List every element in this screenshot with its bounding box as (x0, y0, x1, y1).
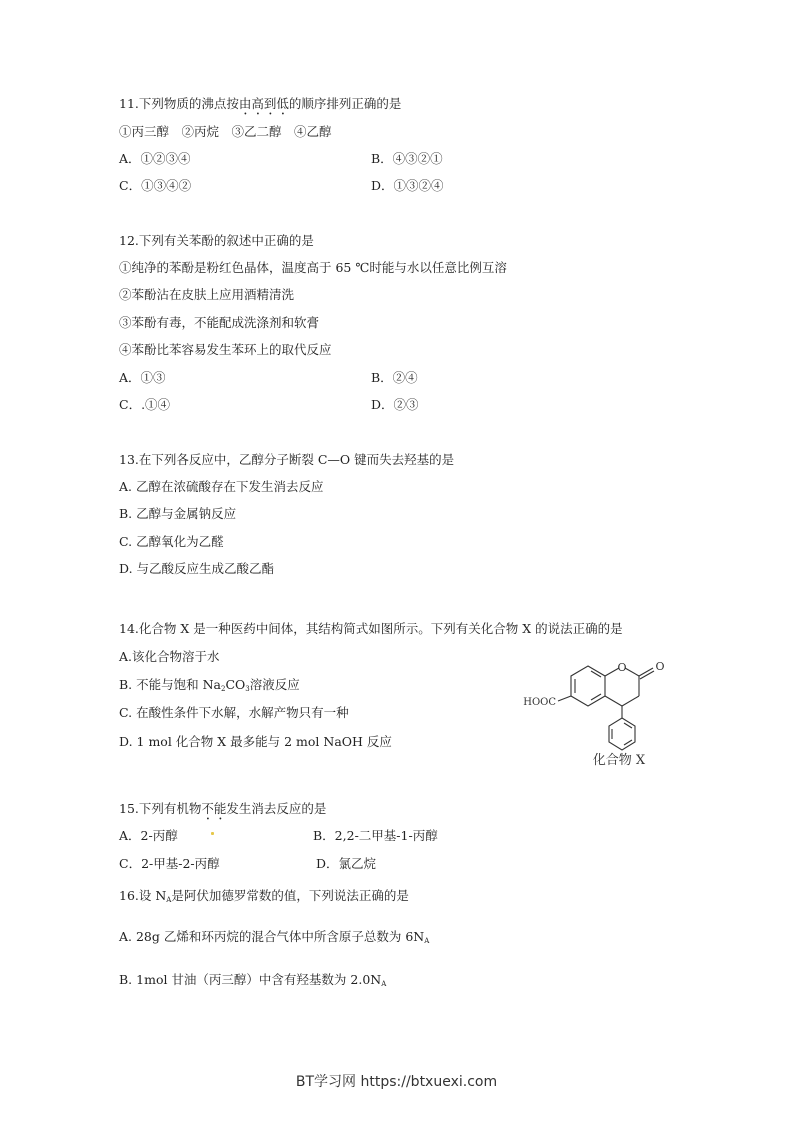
q12-option-d: D．②③ (371, 397, 419, 412)
q11-stem-pre: 11.下列物质的沸点按 (119, 96, 239, 111)
q12-statement-3: ③苯酚有毒，不能配成洗涤剂和软膏 (119, 315, 320, 330)
q13-option-b: B. 乙醇与金属钠反应 (119, 506, 237, 521)
q14-stem: 14.化合物 X 是一种医药中间体，其结构简式如图所示。下列有关化合物 X 的说法正确的是 (119, 621, 623, 636)
q16-option-a-sub: A (424, 937, 430, 945)
stray-mark (211, 832, 214, 835)
q11-stem (119, 96, 401, 118)
compound-x-structure (523, 652, 686, 772)
q15-option-d: D．氯乙烷 (316, 856, 377, 871)
q16-stem (119, 888, 409, 908)
q16-option-b (119, 972, 386, 992)
q13-option-d: D. 与乙酸反应生成乙酸乙酯 (119, 561, 275, 576)
q11-stem-emphasis: 由高到低 (238, 96, 289, 111)
q12-option-b: B．②④ (371, 370, 418, 385)
q13-option-a: A. 乙醇在浓硫酸存在下发生消去反应 (119, 479, 324, 494)
q12-option-c: C．.①④ (119, 397, 171, 412)
q13-option-c: C. 乙醇氧化为乙醛 (119, 534, 224, 549)
q15-stem-emphasis: 不能 (201, 801, 227, 816)
q16-option-b-sub: A (381, 980, 387, 988)
q16-option-a-text: A. 28g 乙烯和环丙烷的混合气体中所含原子总数为 6N (119, 929, 425, 944)
q13-stem: 13.在下列各反应中，乙醇分子断裂 C—O 键而失去羟基的是 (119, 452, 455, 467)
q16-option-b-text: B. 1mol 甘油（丙三醇）中含有羟基数为 2.0N (119, 972, 382, 987)
q11-option-a: A．①②③④ (119, 151, 191, 166)
q14-option-d: D. 1 mol 化合物 X 最多能与 2 mol NaOH 反应 (119, 734, 392, 749)
q14-option-b-pre: B. 不能与饱和 Na (119, 677, 221, 692)
q15-option-c: C．2-甲基-2-丙醇 (119, 856, 220, 871)
q11-option-d: D．①③②④ (371, 178, 444, 193)
q11-option-b: B．④③②① (371, 151, 443, 166)
q12-option-a: A．①③ (119, 370, 166, 385)
q14-option-b (119, 677, 300, 697)
q14-option-c: C. 在酸性条件下水解，水解产物只有一种 (119, 705, 349, 720)
q14-option-b-mid: CO (225, 677, 246, 692)
q11-stem-post: 的顺序排列正确的是 (288, 96, 402, 111)
q11-items: ①丙三醇 ②丙烷 ③乙二醇 ④乙醇 (119, 124, 332, 139)
q16-stem-pre: 16.设 N (119, 888, 167, 903)
q12-stem: 12.下列有关苯酚的叙述中正确的是 (119, 233, 314, 248)
footer-watermark[interactable]: BT学习网 https://btxuexi.com (295, 1074, 498, 1090)
structure-bonds (558, 666, 654, 750)
q16-stem-post: 是阿伏加德罗常数的值，下列说法正确的是 (171, 888, 409, 903)
q14-option-b-post: 溶液反应 (249, 677, 300, 692)
q15-option-b: B．2,2-二甲基-1-丙醇 (313, 828, 438, 843)
q11-option-c: C．①③④② (119, 178, 192, 193)
carbonyl-oxygen-label: O (655, 660, 665, 673)
q15-stem-post: 发生消去反应的是 (226, 801, 327, 816)
structure-caption: 化合物 X (592, 753, 646, 768)
q12-statement-1: ①纯净的苯酚是粉红色晶体，温度高于 65 ℃时能与水以任意比例互溶 (119, 260, 507, 275)
q15-option-a: A．2-丙醇 (119, 828, 178, 843)
q14-option-a: A.该化合物溶于水 (119, 649, 220, 664)
q14-option-b-sub1: 2 (221, 685, 226, 693)
q15-stem-pre: 15.下列有机物 (119, 801, 202, 816)
q16-option-a (119, 929, 429, 949)
q12-statement-4: ④苯酚比苯容易发生苯环上的取代反应 (119, 342, 332, 357)
q14-option-b-sub2: 3 (245, 685, 250, 693)
hooc-group-label: HOOC (523, 697, 556, 708)
q12-statement-2: ②苯酚沾在皮肤上应用酒精清洗 (119, 287, 295, 302)
q15-stem (119, 801, 326, 823)
ring-oxygen-label: O (617, 661, 627, 674)
q16-stem-sub: A (166, 896, 172, 904)
